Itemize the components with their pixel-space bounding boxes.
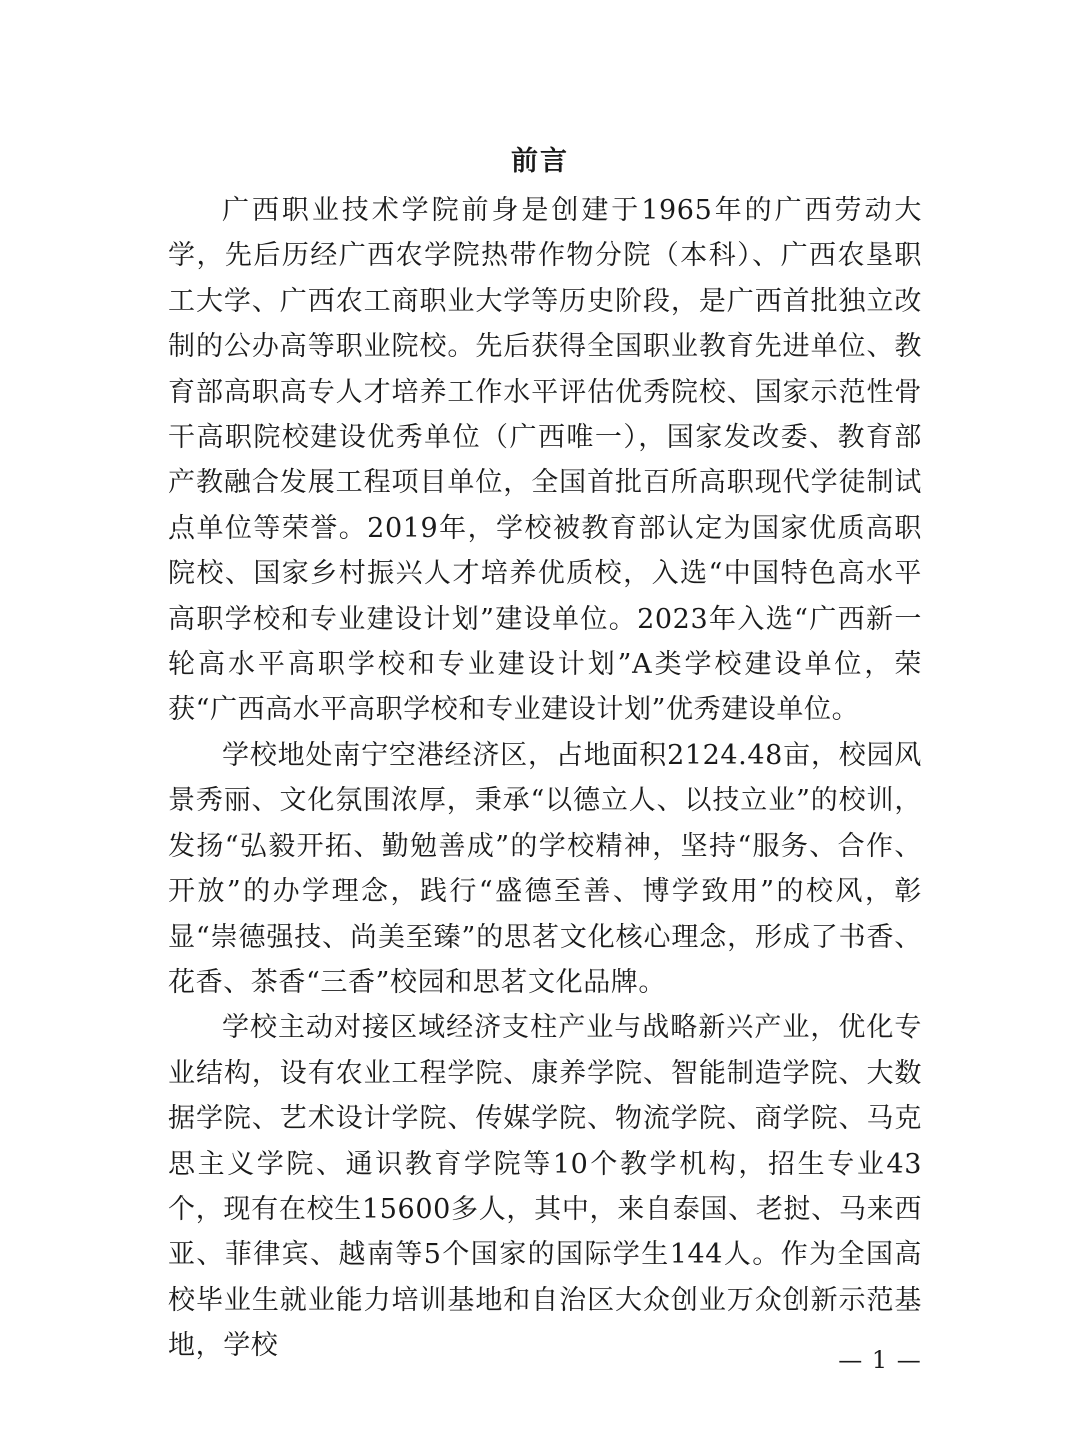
- paragraph-programs: 学校主动对接区域经济支柱产业与战略新兴产业，优化专业结构，设有农业工程学院、康养学院、智能制造学院、大数据学院、艺术设计学院、传媒学院、物流学院、商学院、马克思主义学院、通识教育学院等10个教学机构，招生专业43个，现有在校生15600多人，其中，来自泰国、老挝、马来西亚、菲律宾、越南等5个国家的国际学生144人。作为全国高校毕业生就业能力培训基地和自治区大众创业万众创新示范基地，学校: [168, 1012, 922, 1362]
- paragraph-campus: 学校地处南宁空港经济区，占地面积2124.48亩，校园风景秀丽、文化氛围浓厚，秉承“以德立人、以技立业”的校训，发扬“弘毅开拓、勤勉善成”的学校精神，坚持“服务、合作、开放”的办学理念，践行“盛德至善、博学致用”的校风，彰显“崇德强技、尚美至臻”的思茗文化核心理念，形成了书香、花香、茶香“三香”校园和思茗文化品牌。: [168, 739, 922, 998]
- document-body: [168, 188, 922, 1369]
- paragraph-history: 广西职业技术学院前身是创建于1965年的广西劳动大学，先后历经广西农学院热带作物分院（本科）、广西农垦职工大学、广西农工商职业大学等历史阶段，是广西首批独立改制的公办高等职业院校。先后获得全国职业教育先进单位、教育部高职高专人才培养工作水平评估优秀院校、国家示范性骨干高职院校建设优秀单位（广西唯一），国家发改委、教育部产教融合发展工程项目单位，全国首批百所高职现代学徒制试点单位等荣誉。2019年，学校被教育部认定为国家优质高职院校、国家乡村振兴人才培养优质校，入选“中国特色高水平高职学校和专业建设计划”建设单位。2023年入选“广西新一轮高水平高职学校和专业建设计划”A类学校建设单位，荣获“广西高水平高职学校和专业建设计划”优秀建设单位。: [168, 195, 922, 726]
- page-title: 前言: [511, 146, 569, 177]
- page-number: — 1 —: [838, 1346, 922, 1374]
